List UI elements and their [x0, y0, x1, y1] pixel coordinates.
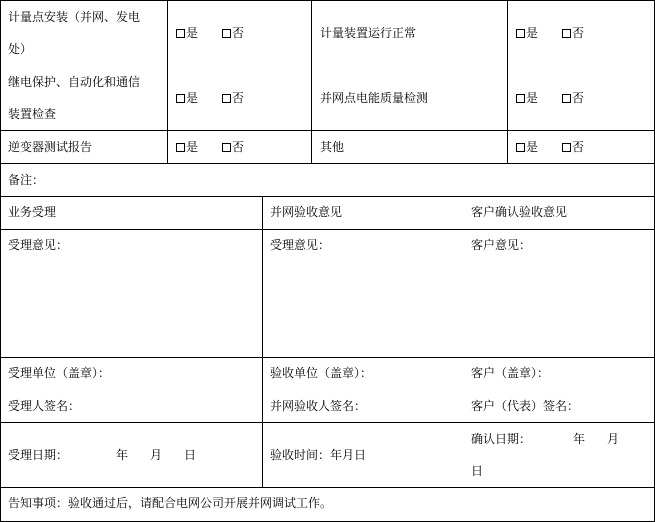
yes-option[interactable]: 是: [176, 139, 198, 155]
grid-line: [0, 163, 655, 164]
checkbox-icon: [176, 29, 185, 38]
check-label-power-quality: 并网点电能质量检测: [320, 91, 429, 105]
date-confirm-month: 月: [607, 432, 620, 446]
check-label-relay-protection-cont: 装置检查: [8, 107, 57, 121]
grid-line: [0, 229, 655, 230]
grid-line: [0, 0, 655, 1]
date-month: 月: [150, 448, 163, 462]
grid-line: [0, 422, 655, 423]
signature-business: 受理人签名：: [8, 399, 81, 413]
check-label-metering-install: 计量点安装（并网、发电: [8, 10, 141, 24]
grid-line: [262, 196, 263, 487]
no-option[interactable]: 否: [562, 90, 584, 106]
yes-option[interactable]: 是: [516, 25, 538, 41]
yes-option[interactable]: 是: [176, 90, 198, 106]
checkbox-icon: [222, 143, 231, 152]
grid-line: [0, 0, 1, 522]
date-confirm-year: 年: [573, 432, 586, 446]
signature-customer: 客户（代表）签名：: [471, 399, 580, 413]
yes-option[interactable]: 是: [176, 25, 198, 41]
yes-option[interactable]: 是: [516, 90, 538, 106]
signature-acceptance: 并网验收人签名：: [270, 399, 367, 413]
date-day: 日: [184, 448, 197, 462]
grid-line: [507, 0, 508, 163]
checkbox-icon: [562, 29, 571, 38]
date-acceptance: 验收时间：年月日: [270, 448, 367, 462]
opinion-business: 受理意见：: [8, 238, 69, 252]
check-label-metering-running: 计量装置运行正常: [320, 26, 417, 40]
check-label-inverter-report: 逆变器测试报告: [8, 140, 93, 154]
unit-acceptance: 验收单位（盖章）：: [270, 366, 373, 380]
grid-line: [0, 130, 655, 131]
section-business: 业务受理: [8, 205, 57, 219]
checkbox-icon: [516, 29, 525, 38]
checkbox-icon: [222, 29, 231, 38]
no-option[interactable]: 否: [562, 25, 584, 41]
remarks-label: 备注：: [8, 173, 45, 187]
no-option[interactable]: 否: [562, 139, 584, 155]
check-label-relay-protection: 继电保护、自动化和通信: [8, 75, 141, 89]
section-customer-confirm: 客户确认验收意见: [471, 205, 568, 219]
grid-line: [311, 0, 312, 163]
date-business-label: 受理日期：: [8, 448, 69, 462]
grid-line: [167, 0, 168, 163]
grid-line: [0, 196, 655, 197]
no-option[interactable]: 否: [222, 90, 244, 106]
opinion-acceptance: 受理意见：: [270, 238, 331, 252]
checkbox-icon: [562, 143, 571, 152]
check-label-other: 其他: [320, 140, 345, 154]
notice: 告知事项：验收通过后，请配合电网公司开展并网调试工作。: [8, 496, 333, 510]
unit-customer: 客户（盖章）：: [471, 366, 550, 380]
checkbox-icon: [176, 94, 185, 103]
grid-line: [0, 487, 655, 488]
unit-business: 受理单位（盖章）：: [8, 366, 111, 380]
date-confirm-day: 日: [471, 464, 484, 478]
date-year: 年: [116, 448, 129, 462]
section-acceptance: 并网验收意见: [270, 205, 343, 219]
check-label-metering-install-cont: 处）: [8, 42, 33, 56]
opinion-customer: 客户意见：: [471, 238, 532, 252]
no-option[interactable]: 否: [222, 139, 244, 155]
date-confirm-label: 确认日期：: [471, 432, 532, 446]
no-option[interactable]: 否: [222, 25, 244, 41]
grid-line: [0, 357, 655, 358]
checkbox-icon: [176, 143, 185, 152]
checkbox-icon: [516, 143, 525, 152]
checkbox-icon: [222, 94, 231, 103]
yes-option[interactable]: 是: [516, 139, 538, 155]
checkbox-icon: [562, 94, 571, 103]
checkbox-icon: [516, 94, 525, 103]
